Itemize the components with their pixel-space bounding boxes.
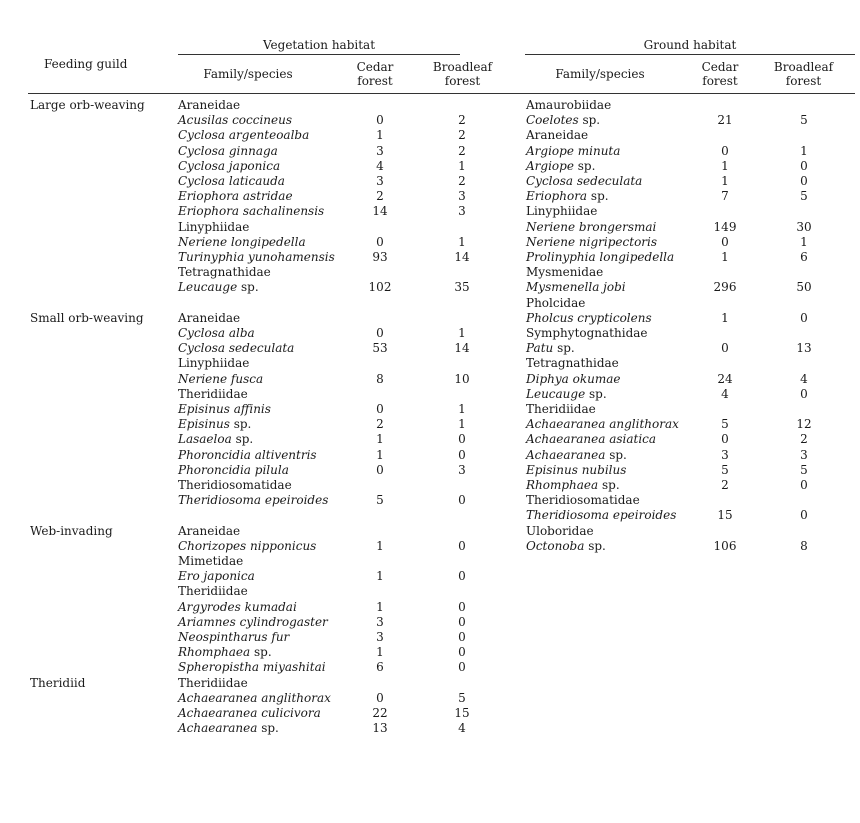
- veg-species-genus: Neospintharus fur: [178, 630, 290, 644]
- veg-broadleaf-count: 0: [458, 447, 466, 462]
- veg-species-name: [178, 159, 280, 174]
- veg-species-name: [178, 615, 328, 630]
- ground-broadleaf-count: 3: [800, 447, 808, 462]
- veg-species-name: [178, 706, 321, 721]
- veg-species-name: [178, 539, 316, 554]
- feeding-guild-label: Web-invading: [30, 523, 113, 538]
- veg-broadleaf-count: 0: [458, 599, 466, 614]
- veg-species-genus: Rhomphaea: [178, 645, 251, 660]
- ground-species-name: [526, 478, 620, 493]
- veg-cedar-count: 2: [376, 189, 384, 204]
- veg-species-name: [178, 372, 263, 387]
- veg-cedar-count: 0: [376, 402, 384, 416]
- veg-family-name: Tetragnathidae: [178, 265, 271, 280]
- ground-broadleaf-count: 0: [800, 478, 808, 492]
- ground-habitat-header: Ground habitat: [643, 38, 737, 52]
- ground-species-genus: Neriene brongersmai: [526, 219, 657, 234]
- vegetation-habitat-header: Vegetation habitat: [262, 38, 376, 52]
- veg-cedar-count: 1: [376, 538, 384, 553]
- veg-cedar-count: 0: [376, 234, 384, 249]
- veg-cedar-count: 1: [376, 569, 384, 584]
- veg-species-name: [178, 280, 259, 295]
- veg-species-genus: Theridiosoma epeiroides: [178, 493, 329, 508]
- ground-species-name: [526, 144, 620, 159]
- veg-broadleaf-count: 3: [458, 462, 466, 477]
- veg-cedar-count: 1: [376, 432, 384, 447]
- ground-cedar-count: 2: [721, 478, 729, 492]
- veg-species-genus: Spheropistha miyashitai: [178, 660, 326, 675]
- ground-species-suffix: sp.: [578, 113, 601, 128]
- ground-species-genus: Patu: [526, 341, 554, 356]
- ground-species-name: [526, 387, 607, 402]
- ground-broadleaf-count: 0: [800, 158, 808, 173]
- ground-header-rule: [525, 54, 855, 55]
- ground-broadleaf-count: 1: [800, 234, 808, 249]
- ground-cedar-header-line1: Cedar: [701, 60, 739, 74]
- veg-cedar-header-line1: Cedar: [356, 60, 394, 74]
- veg-species-name: [178, 144, 278, 159]
- veg-cedar-count: 8: [376, 371, 384, 386]
- veg-family-name: Linyphiidae: [178, 356, 250, 371]
- ground-species-suffix: sp.: [585, 386, 607, 401]
- veg-species-name: [178, 493, 328, 508]
- ground-broadleaf-count: 1: [800, 143, 808, 158]
- veg-broadleaf-count: 14: [454, 341, 470, 356]
- veg-cedar-count: 53: [372, 341, 388, 356]
- ground-species-name: [526, 220, 656, 235]
- ground-family-name: Tetragnathidae: [526, 356, 619, 371]
- veg-broadleaf-count: 3: [458, 204, 466, 219]
- ground-species-name: [526, 432, 656, 447]
- veg-broadleaf-count: 0: [458, 493, 466, 508]
- veg-family-name: Linyphiidae: [178, 219, 250, 234]
- veg-species-genus: Achaearanea culicivora: [178, 706, 321, 720]
- ground-family-name: Uloboridae: [526, 523, 594, 538]
- veg-species-genus: Eriophora sachalinensis: [178, 204, 325, 219]
- veg-broadleaf-header-line2: forest: [444, 74, 481, 88]
- veg-species-name: [178, 448, 317, 463]
- veg-broadleaf-count: 2: [458, 113, 466, 128]
- ground-species-suffix: sp.: [553, 341, 575, 356]
- ground-species-genus: Neriene nigripectoris: [526, 234, 658, 249]
- veg-species-genus: Neriene fusca: [178, 371, 264, 386]
- veg-broadleaf-count: 1: [458, 326, 466, 340]
- ground-species-suffix: sp.: [573, 158, 596, 173]
- veg-broadleaf-count: 0: [458, 538, 466, 553]
- ground-species-genus: Achaearanea asiatica: [526, 432, 657, 447]
- header-bottom-rule: [28, 93, 855, 94]
- ground-species-name: [526, 250, 674, 265]
- veg-family-species-header: Family/species: [203, 67, 293, 81]
- ground-species-genus: Argiope: [526, 158, 574, 173]
- ground-species-genus: Pholcus crypticolens: [526, 310, 652, 325]
- ground-family-name: Amaurobiidae: [526, 98, 612, 112]
- ground-cedar-count: 21: [717, 113, 733, 128]
- veg-species-genus: Achaearanea: [178, 721, 258, 736]
- ground-species-genus: Rhomphaea: [526, 478, 599, 492]
- veg-species-suffix: sp.: [229, 417, 252, 432]
- ground-cedar-count: 296: [713, 280, 737, 295]
- ground-species-name: [526, 235, 657, 250]
- ground-cedar-count: 0: [721, 341, 729, 356]
- veg-cedar-count: 1: [376, 645, 384, 660]
- veg-broadleaf-count: 2: [458, 128, 466, 143]
- ground-species-suffix: sp.: [605, 447, 627, 462]
- veg-species-suffix: sp.: [237, 280, 259, 295]
- veg-broadleaf-count: 35: [454, 280, 470, 295]
- veg-cedar-header: [345, 60, 405, 88]
- ground-cedar-count: 0: [721, 432, 729, 447]
- veg-species-suffix: sp.: [250, 645, 272, 660]
- ground-species-name: [526, 189, 609, 204]
- ground-broadleaf-count: 5: [800, 189, 808, 204]
- veg-cedar-count: 22: [372, 706, 388, 720]
- ground-cedar-header: [690, 60, 750, 88]
- ground-broadleaf-count: 4: [800, 371, 808, 386]
- veg-cedar-count: 3: [376, 174, 384, 188]
- ground-family-name: Theridiosomatidae: [526, 493, 640, 508]
- veg-species-suffix: sp.: [231, 432, 254, 447]
- veg-species-genus: Achaearanea anglithorax: [178, 690, 331, 705]
- veg-family-name: Araneidae: [178, 310, 241, 325]
- veg-cedar-count: 0: [376, 113, 384, 128]
- ground-species-suffix: sp.: [587, 189, 609, 204]
- veg-family-name: Theridiosomatidae: [178, 478, 292, 492]
- veg-species-name: [178, 174, 285, 189]
- veg-species-genus: Cyclosa ginnaga: [178, 143, 278, 158]
- feeding-guild-label: Theridiid: [30, 675, 86, 690]
- veg-species-genus: Chorizopes nipponicus: [178, 538, 317, 553]
- veg-species-name: [178, 417, 251, 432]
- ground-species-name: [526, 372, 620, 387]
- ground-species-name: [526, 417, 679, 432]
- vegetation-header-rule: [178, 54, 460, 55]
- veg-species-genus: Lasaeloa: [178, 432, 232, 447]
- ground-cedar-count: 0: [721, 143, 729, 158]
- ground-broadleaf-count: 0: [800, 508, 808, 523]
- ground-species-suffix: sp.: [584, 538, 606, 553]
- veg-broadleaf-header: [425, 60, 500, 88]
- ground-cedar-count: 1: [721, 250, 729, 264]
- veg-species-suffix: sp.: [257, 721, 279, 736]
- veg-cedar-count: 6: [376, 660, 384, 675]
- ground-cedar-count: 5: [721, 417, 729, 432]
- veg-species-genus: Episinus affinis: [178, 402, 271, 416]
- ground-broadleaf-count: 12: [796, 417, 812, 432]
- veg-broadleaf-count: 1: [458, 234, 466, 249]
- veg-cedar-count: 1: [376, 599, 384, 614]
- veg-broadleaf-count: 15: [454, 706, 470, 720]
- veg-family-name: Mimetidae: [178, 554, 244, 568]
- ground-cedar-count: 0: [721, 234, 729, 249]
- veg-species-name: [178, 630, 289, 645]
- ground-cedar-header-line2: forest: [702, 74, 738, 88]
- veg-species-genus: Leucauge: [178, 280, 238, 295]
- veg-species-genus: Cyclosa sedeculata: [178, 341, 295, 356]
- ground-species-suffix: sp.: [598, 478, 620, 492]
- ground-family-name: Linyphiidae: [526, 204, 598, 219]
- veg-cedar-count: 93: [372, 250, 388, 264]
- ground-broadleaf-header-line1: Broadleaf: [773, 60, 834, 74]
- veg-cedar-count: 0: [376, 326, 384, 340]
- veg-species-name: [178, 235, 306, 250]
- ground-cedar-count: 106: [713, 538, 737, 553]
- ground-cedar-count: 3: [721, 447, 729, 462]
- ground-broadleaf-count: 0: [800, 174, 808, 188]
- veg-cedar-count: 102: [368, 280, 392, 295]
- ground-species-name: [526, 174, 642, 189]
- ground-species-genus: Episinus nubilus: [526, 462, 627, 477]
- ground-species-genus: Cyclosa sedeculata: [526, 174, 643, 188]
- veg-species-genus: Turinyphia yunohamensis: [178, 250, 335, 264]
- veg-broadleaf-count: 0: [458, 660, 466, 675]
- ground-species-name: [526, 159, 595, 174]
- ground-species-name: [526, 448, 627, 463]
- ground-species-genus: Coelotes: [526, 113, 579, 128]
- veg-cedar-count: 3: [376, 630, 384, 644]
- ground-species-name: [526, 113, 600, 128]
- veg-species-name: [178, 645, 272, 660]
- veg-cedar-count: 1: [376, 128, 384, 143]
- feeding-guild-label: Small orb-weaving: [30, 310, 144, 325]
- ground-species-genus: Eriophora: [526, 189, 588, 204]
- veg-cedar-count: 13: [372, 721, 388, 736]
- veg-broadleaf-header-line1: Broadleaf: [432, 60, 493, 74]
- veg-species-name: [178, 600, 297, 615]
- ground-cedar-count: 7: [721, 189, 729, 204]
- ground-broadleaf-count: 0: [800, 386, 808, 401]
- ground-broadleaf-header-line2: forest: [785, 74, 822, 88]
- veg-cedar-count: 0: [376, 462, 384, 477]
- ground-cedar-count: 5: [721, 462, 729, 477]
- ground-family-name: Theridiidae: [526, 402, 596, 416]
- veg-broadleaf-count: 0: [458, 614, 466, 629]
- veg-broadleaf-count: 10: [454, 371, 470, 386]
- ground-broadleaf-count: 2: [800, 432, 808, 447]
- veg-cedar-count: 0: [376, 690, 384, 705]
- veg-species-genus: Cyclosa laticauda: [178, 174, 285, 188]
- veg-cedar-count: 1: [376, 447, 384, 462]
- veg-species-genus: Ariamnes cylindrogaster: [178, 614, 328, 629]
- ground-species-genus: Theridiosoma epeiroides: [526, 508, 677, 523]
- veg-species-genus: Acusilas coccineus: [178, 113, 293, 128]
- ground-cedar-count: 1: [721, 310, 729, 325]
- veg-species-name: [178, 326, 255, 341]
- veg-broadleaf-count: 5: [458, 690, 466, 705]
- veg-species-name: [178, 660, 326, 675]
- veg-species-name: [178, 341, 294, 356]
- ground-cedar-count: 1: [721, 158, 729, 173]
- ground-broadleaf-count: 50: [796, 280, 812, 295]
- veg-species-genus: Neriene longipedella: [178, 234, 306, 249]
- ground-species-genus: Leucauge: [526, 386, 586, 401]
- veg-broadleaf-count: 14: [454, 250, 470, 264]
- veg-species-genus: Cyclosa argenteoalba: [178, 128, 310, 143]
- veg-cedar-count: 3: [376, 614, 384, 629]
- ground-species-name: [526, 539, 606, 554]
- veg-species-genus: Argyrodes kumadai: [178, 599, 297, 614]
- ground-broadleaf-count: 5: [800, 113, 808, 128]
- veg-species-name: [178, 463, 289, 478]
- ground-species-name: [526, 280, 626, 295]
- veg-broadleaf-count: 2: [458, 143, 466, 158]
- ground-family-species-header: Family/species: [555, 67, 645, 81]
- ground-broadleaf-count: 0: [800, 310, 808, 325]
- veg-family-name: Theridiidae: [178, 386, 248, 401]
- ground-family-name: Symphytognathidae: [526, 326, 648, 340]
- ground-species-name: [526, 463, 626, 478]
- ground-cedar-count: 149: [713, 219, 737, 234]
- veg-broadleaf-count: 3: [458, 189, 466, 204]
- ground-family-name: Pholcidae: [526, 295, 586, 310]
- veg-species-genus: Episinus: [178, 417, 230, 432]
- veg-species-name: [178, 402, 271, 417]
- ground-species-genus: Diphya okumae: [526, 371, 621, 386]
- veg-species-name: [178, 113, 292, 128]
- veg-species-name: [178, 721, 279, 736]
- ground-family-name: Mysmenidae: [526, 265, 604, 280]
- veg-species-name: [178, 128, 309, 143]
- ground-species-genus: Mysmenella jobi: [526, 280, 626, 295]
- veg-family-name: Theridiidae: [178, 584, 248, 599]
- ground-broadleaf-count: 5: [800, 462, 808, 477]
- veg-family-name: Araneidae: [178, 523, 241, 538]
- veg-broadleaf-count: 0: [458, 569, 466, 584]
- veg-broadleaf-count: 1: [458, 402, 466, 416]
- veg-cedar-count: 5: [376, 493, 384, 508]
- feeding-guild-header: Feeding guild: [44, 57, 128, 71]
- veg-broadleaf-count: 4: [458, 721, 466, 736]
- ground-broadleaf-count: 30: [796, 219, 812, 234]
- veg-species-genus: Cyclosa japonica: [178, 158, 281, 173]
- ground-broadleaf-header: [766, 60, 841, 88]
- veg-species-genus: Ero japonica: [178, 569, 255, 584]
- ground-species-name: [526, 508, 676, 523]
- veg-species-name: [178, 691, 331, 706]
- ground-cedar-count: 24: [717, 371, 733, 386]
- veg-species-name: [178, 569, 255, 584]
- veg-family-name: Araneidae: [178, 98, 241, 112]
- ground-species-genus: Achaearanea anglithorax: [526, 417, 679, 432]
- ground-species-genus: Argiope minuta: [526, 143, 621, 158]
- veg-broadleaf-count: 1: [458, 158, 466, 173]
- veg-cedar-count: 14: [372, 204, 388, 219]
- veg-family-name: Theridiidae: [178, 675, 248, 690]
- veg-cedar-count: 3: [376, 143, 384, 158]
- veg-cedar-count: 2: [376, 417, 384, 432]
- veg-species-name: [178, 204, 324, 219]
- veg-broadleaf-count: 0: [458, 645, 466, 660]
- veg-broadleaf-count: 1: [458, 417, 466, 432]
- feeding-guild-label: Large orb-weaving: [30, 98, 145, 112]
- ground-family-name: Araneidae: [526, 128, 589, 143]
- veg-species-genus: Cyclosa alba: [178, 326, 255, 340]
- veg-species-name: [178, 250, 335, 265]
- veg-broadleaf-count: 0: [458, 432, 466, 447]
- ground-cedar-count: 1: [721, 174, 729, 188]
- ground-cedar-count: 15: [717, 508, 733, 523]
- veg-cedar-count: 4: [376, 158, 384, 173]
- veg-species-genus: Eriophora astridae: [178, 189, 293, 204]
- ground-broadleaf-count: 13: [796, 341, 812, 356]
- ground-species-genus: Achaearanea: [526, 447, 606, 462]
- veg-broadleaf-count: 0: [458, 630, 466, 644]
- veg-species-genus: Phoroncidia altiventris: [178, 447, 317, 462]
- veg-cedar-header-line2: forest: [357, 74, 393, 88]
- ground-broadleaf-count: 8: [800, 538, 808, 553]
- ground-broadleaf-count: 6: [800, 250, 808, 264]
- ground-species-name: [526, 311, 652, 326]
- veg-species-name: [178, 432, 253, 447]
- veg-species-genus: Phoroncidia pilula: [178, 462, 289, 477]
- ground-species-genus: Octonoba: [526, 538, 585, 553]
- veg-broadleaf-count: 2: [458, 174, 466, 188]
- ground-cedar-count: 4: [721, 386, 729, 401]
- veg-species-name: [178, 189, 293, 204]
- ground-species-name: [526, 341, 575, 356]
- ground-species-genus: Prolinyphia longipedella: [526, 250, 675, 264]
